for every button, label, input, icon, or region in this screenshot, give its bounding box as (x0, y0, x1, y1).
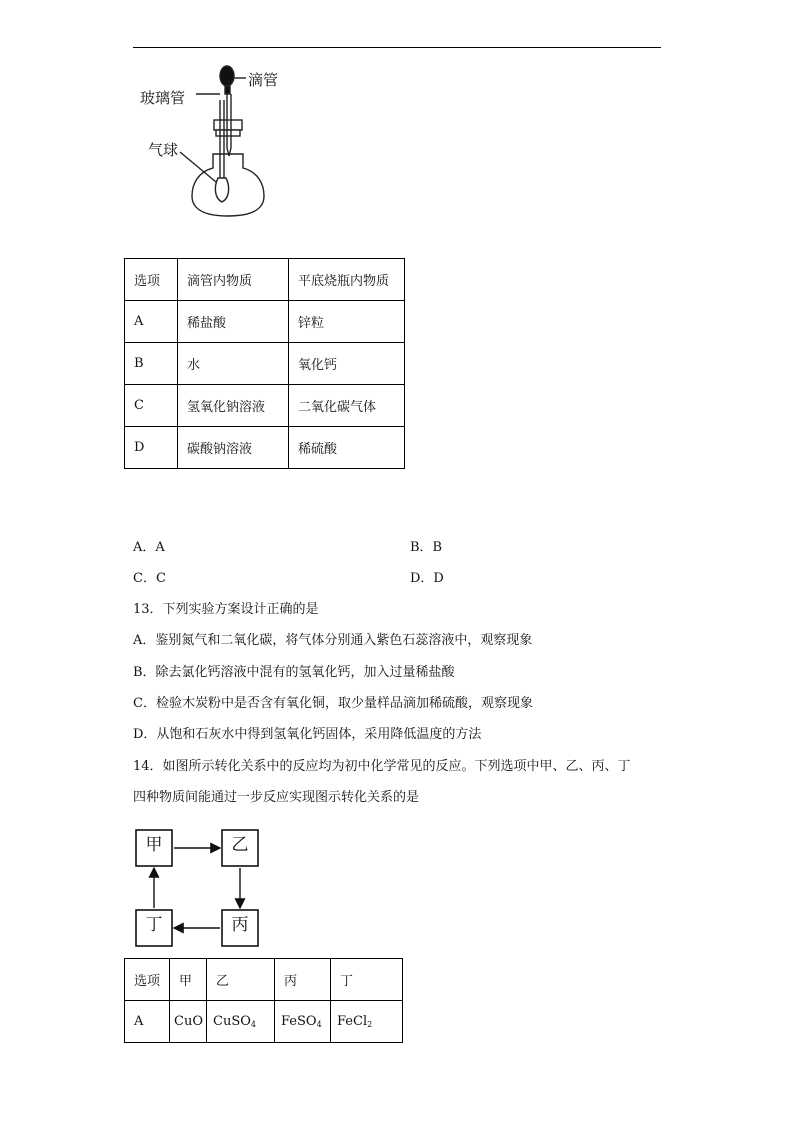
table-header-cell: 滴管内物质 (178, 259, 289, 301)
glass-tube-label: 玻璃管 (140, 89, 186, 107)
table-header-row (125, 259, 405, 301)
formula-base: FeCl (337, 1014, 368, 1029)
formula-subscript: 4 (316, 1020, 322, 1029)
q13-option-a[interactable]: A．鉴别氮气和二氧化碳，将气体分别通入紫色石蕊溶液中，观察现象 (133, 633, 533, 648)
table-header-row (125, 959, 403, 1001)
top-rule (133, 47, 661, 48)
q12-option-d[interactable]: D．D (410, 571, 444, 586)
table-header-cell: 选项 (125, 959, 170, 1001)
formula-base: FeSO (281, 1014, 317, 1029)
dropper-label: 滴管 (248, 71, 279, 89)
node-yi-label: 乙 (231, 835, 249, 855)
table-cell: 二氧化碳气体 (289, 385, 405, 427)
table-cell: 水 (178, 343, 289, 385)
table-cell: 碳酸钠溶液 (178, 427, 289, 469)
table-header-cell: 甲 (170, 959, 207, 1001)
dropper-bulb (220, 66, 234, 86)
table-cell: D (125, 427, 178, 469)
node-bing-label: 丙 (231, 915, 249, 935)
formula-base: CuSO (213, 1014, 251, 1029)
table-cell: B (125, 343, 178, 385)
balloon (215, 178, 228, 202)
table-cell (207, 1001, 275, 1043)
table-cell: C (125, 385, 178, 427)
q13-option-b[interactable]: B．除去氯化钙溶液中混有的氢氧化钙，加入过量稀盐酸 (133, 665, 455, 680)
node-jia-label: 甲 (145, 835, 163, 855)
table-row (125, 427, 405, 469)
table-row (125, 385, 405, 427)
table-cell: CuO (170, 1001, 207, 1043)
table-row (125, 343, 405, 385)
q14-stem-line2: 四种物质间能通过一步反应实现图示转化关系的是 (133, 790, 420, 805)
table-cell: 稀盐酸 (178, 301, 289, 343)
table-cell: 稀硫酸 (289, 427, 405, 469)
formula-subscript: 4 (250, 1020, 256, 1029)
table-header-cell: 丙 (275, 959, 331, 1001)
q13-stem: 13．下列实验方案设计正确的是 (133, 602, 319, 617)
table-header-cell: 乙 (207, 959, 275, 1001)
q12-option-a[interactable]: A．A (133, 540, 165, 555)
table-cell (331, 1001, 403, 1043)
table-row (125, 1001, 403, 1043)
table-reagents (124, 258, 405, 469)
table-cell: A (125, 1001, 170, 1043)
table-cell: 锌粒 (289, 301, 405, 343)
formula-subscript: 2 (367, 1020, 373, 1029)
q12-option-c[interactable]: C．C (133, 571, 166, 586)
table-header-cell: 选项 (125, 259, 178, 301)
table-row (125, 301, 405, 343)
table-substances (124, 958, 403, 1043)
table-cell: 氢氧化钠溶液 (178, 385, 289, 427)
table-header-cell: 平底烧瓶内物质 (289, 259, 405, 301)
stopper (214, 120, 242, 130)
table-header-cell: 丁 (331, 959, 403, 1001)
balloon-label: 气球 (148, 141, 179, 159)
node-ding-label: 丁 (145, 915, 163, 935)
q13-option-d[interactable]: D．从饱和石灰水中得到氢氧化钙固体，采用降低温度的方法 (133, 727, 482, 742)
table-cell: 氧化钙 (289, 343, 405, 385)
q12-option-b[interactable]: B．B (410, 540, 443, 555)
q13-option-c[interactable]: C．检验木炭粉中是否含有氧化铜，取少量样品滴加稀硫酸，观察现象 (133, 696, 533, 711)
table-cell (275, 1001, 331, 1043)
table-cell: A (125, 301, 178, 343)
q14-stem-line1: 14．如图所示转化关系中的反应均为初中化学常见的反应。下列选项中甲、乙、丙、丁 (133, 759, 631, 774)
